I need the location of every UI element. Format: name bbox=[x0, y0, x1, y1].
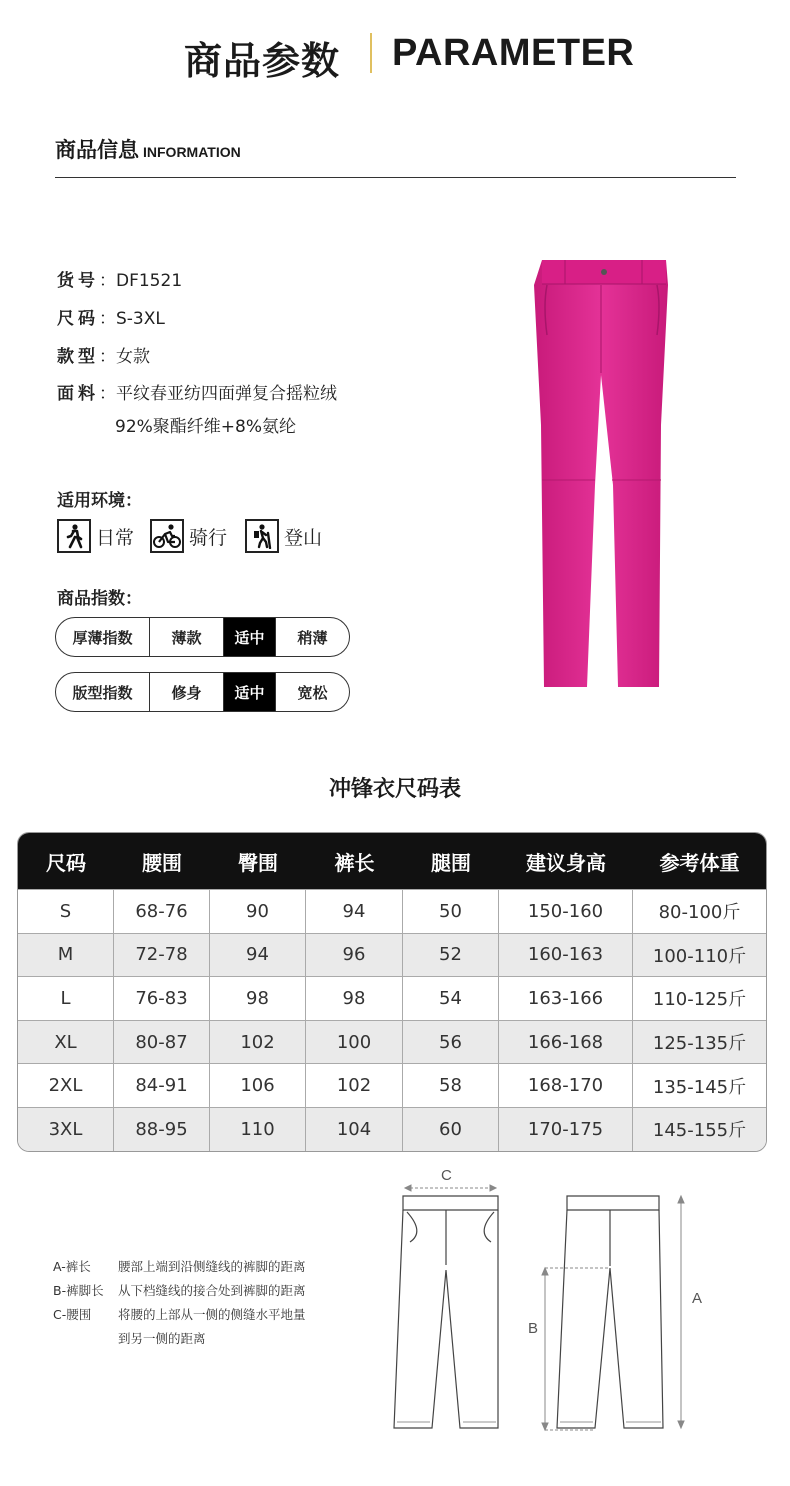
env-item-cycling bbox=[150, 519, 227, 553]
spec-value: 平纹春亚纺四面弹复合摇粒绒 bbox=[116, 384, 337, 404]
header-title-cn: 商品参数 bbox=[184, 39, 341, 83]
column-header: 参考体重 bbox=[659, 850, 740, 875]
index-option: 宽松 bbox=[297, 683, 328, 702]
table-cell: 72-78 bbox=[114, 934, 210, 977]
table-cell: 52 bbox=[403, 934, 499, 977]
legend-value: 到另一侧的距离 bbox=[118, 1331, 206, 1346]
info-title-en: INFORMATION bbox=[143, 144, 241, 160]
env-label: 日常 bbox=[96, 526, 135, 549]
table-cell: XL bbox=[18, 1021, 114, 1064]
column-header: 臀围 bbox=[238, 850, 278, 875]
table-cell: 90 bbox=[210, 890, 306, 933]
table-cell: 102 bbox=[210, 1021, 306, 1064]
legend-value: 从下档缝线的接合处到裤脚的距离 bbox=[118, 1283, 306, 1298]
header-divider bbox=[370, 33, 372, 73]
spec-key: 尺码 bbox=[57, 309, 99, 329]
fit-index bbox=[55, 672, 350, 712]
table-cell: 166-168 bbox=[499, 1021, 633, 1064]
spec-key: 面料 bbox=[57, 384, 99, 404]
legend-key: C-腰围 bbox=[53, 1307, 92, 1322]
table-header bbox=[18, 833, 766, 889]
table-cell: 68-76 bbox=[114, 890, 210, 933]
table-cell: 106 bbox=[210, 1064, 306, 1107]
table-cell: 100 bbox=[306, 1021, 403, 1064]
table-cell: 96 bbox=[306, 934, 403, 977]
table-row bbox=[18, 1063, 766, 1107]
env-label: 登山 bbox=[284, 526, 323, 549]
legend-value: 将腰的上部从一侧的侧缝水平地量 bbox=[118, 1307, 306, 1322]
env-item-hiking bbox=[245, 519, 322, 553]
table-cell: 125-135斤 bbox=[652, 1033, 747, 1055]
column-header: 腿围 bbox=[431, 850, 471, 875]
legend-item-c-cont bbox=[53, 1329, 206, 1347]
table-cell: 76-83 bbox=[114, 977, 210, 1020]
table-cell: M bbox=[18, 934, 114, 977]
table-cell: 56 bbox=[403, 1021, 499, 1064]
index-option: 修身 bbox=[150, 673, 224, 711]
diagram-label-c: C bbox=[441, 1167, 452, 1184]
product-image bbox=[525, 255, 675, 695]
column-header: 腰围 bbox=[142, 850, 182, 875]
table-cell: 58 bbox=[403, 1064, 499, 1107]
spec-value-2: 92%聚酯纤维+8%氨纶 bbox=[115, 417, 296, 437]
thickness-index bbox=[55, 617, 350, 657]
table-cell: 104 bbox=[306, 1108, 403, 1151]
spec-style: 款型：女款 bbox=[57, 347, 150, 367]
diagram-label-a: A bbox=[692, 1290, 703, 1307]
legend-item-a bbox=[53, 1257, 306, 1275]
legend-item-c bbox=[53, 1305, 306, 1323]
column-header: 裤长 bbox=[334, 850, 375, 875]
legend-key: A-裤长 bbox=[53, 1259, 91, 1274]
column-header: 尺码 bbox=[46, 850, 86, 875]
spec-size: 尺码：S-3XL bbox=[57, 309, 165, 329]
table-cell: 145-155斤 bbox=[652, 1120, 747, 1142]
spec-key: 款型 bbox=[57, 347, 99, 367]
column-header: 建议身高 bbox=[526, 850, 606, 875]
table-cell: S bbox=[18, 890, 114, 933]
table-row bbox=[18, 889, 766, 933]
info-title-cn: 商品信息 bbox=[55, 138, 139, 162]
environment-title: 适用环境： bbox=[57, 491, 142, 511]
index-option: 薄款 bbox=[150, 618, 224, 656]
env-label: 骑行 bbox=[189, 526, 228, 549]
env-item-daily bbox=[57, 519, 134, 553]
table-cell: 94 bbox=[306, 890, 403, 933]
table-cell: 110 bbox=[210, 1108, 306, 1151]
index-name: 厚薄指数 bbox=[56, 618, 150, 656]
table-cell: 50 bbox=[403, 890, 499, 933]
info-section-title bbox=[55, 134, 241, 164]
table-cell: 150-160 bbox=[499, 890, 633, 933]
spec-key: 货号 bbox=[57, 271, 99, 291]
table-cell: 168-170 bbox=[499, 1064, 633, 1107]
walking-person-icon bbox=[57, 519, 91, 553]
table-cell: 100-110斤 bbox=[652, 945, 747, 967]
table-cell: 94 bbox=[210, 934, 306, 977]
table-row bbox=[18, 1020, 766, 1064]
index-title: 商品指数： bbox=[57, 589, 142, 609]
info-divider bbox=[55, 177, 736, 178]
page-header bbox=[0, 26, 790, 82]
measurement-diagram bbox=[380, 1160, 720, 1440]
table-row bbox=[18, 976, 766, 1020]
legend-item-b bbox=[53, 1281, 306, 1299]
table-cell: 102 bbox=[306, 1064, 403, 1107]
hiking-icon bbox=[245, 519, 279, 553]
table-cell: 80-100斤 bbox=[658, 902, 741, 924]
table-cell: 84-91 bbox=[114, 1064, 210, 1107]
size-table-title: 冲锋衣尺码表 bbox=[328, 777, 461, 802]
table-row bbox=[18, 1107, 766, 1151]
table-cell: 80-87 bbox=[114, 1021, 210, 1064]
table-cell: 170-175 bbox=[499, 1108, 633, 1151]
table-cell: 98 bbox=[306, 977, 403, 1020]
index-option-selected: 适中 bbox=[224, 618, 276, 656]
spec-value: 女款 bbox=[116, 347, 150, 367]
table-cell: 135-145斤 bbox=[652, 1076, 747, 1098]
table-cell: 98 bbox=[210, 977, 306, 1020]
legend-value: 腰部上端到沿侧缝线的裤脚的距离 bbox=[118, 1259, 306, 1274]
spec-value: DF1521 bbox=[116, 271, 183, 291]
table-cell: 54 bbox=[403, 977, 499, 1020]
table-cell: 60 bbox=[403, 1108, 499, 1151]
table-cell: 110-125斤 bbox=[652, 989, 747, 1011]
legend-key: B-裤脚长 bbox=[53, 1283, 104, 1298]
size-table bbox=[17, 832, 767, 1152]
spec-value: S-3XL bbox=[116, 309, 165, 329]
index-option: 稍薄 bbox=[297, 628, 328, 647]
diagram-label-b: B bbox=[528, 1320, 539, 1337]
table-row bbox=[18, 933, 766, 977]
index-name: 版型指数 bbox=[56, 673, 150, 711]
header-title-en: PARAMETER bbox=[392, 32, 635, 74]
table-cell: 88-95 bbox=[114, 1108, 210, 1151]
table-cell: 3XL bbox=[18, 1108, 114, 1151]
cycling-icon bbox=[150, 519, 184, 553]
spec-fabric: 面料：平纹春亚纺四面弹复合摇粒绒 92%聚酯纤维+8%氨纶 bbox=[57, 384, 337, 437]
table-cell: 2XL bbox=[18, 1064, 114, 1107]
index-option-selected: 适中 bbox=[224, 673, 276, 711]
table-cell: 163-166 bbox=[499, 977, 633, 1020]
table-cell: 160-163 bbox=[499, 934, 633, 977]
spec-item-number: 货号：DF1521 bbox=[57, 271, 183, 291]
table-cell: L bbox=[18, 977, 114, 1020]
